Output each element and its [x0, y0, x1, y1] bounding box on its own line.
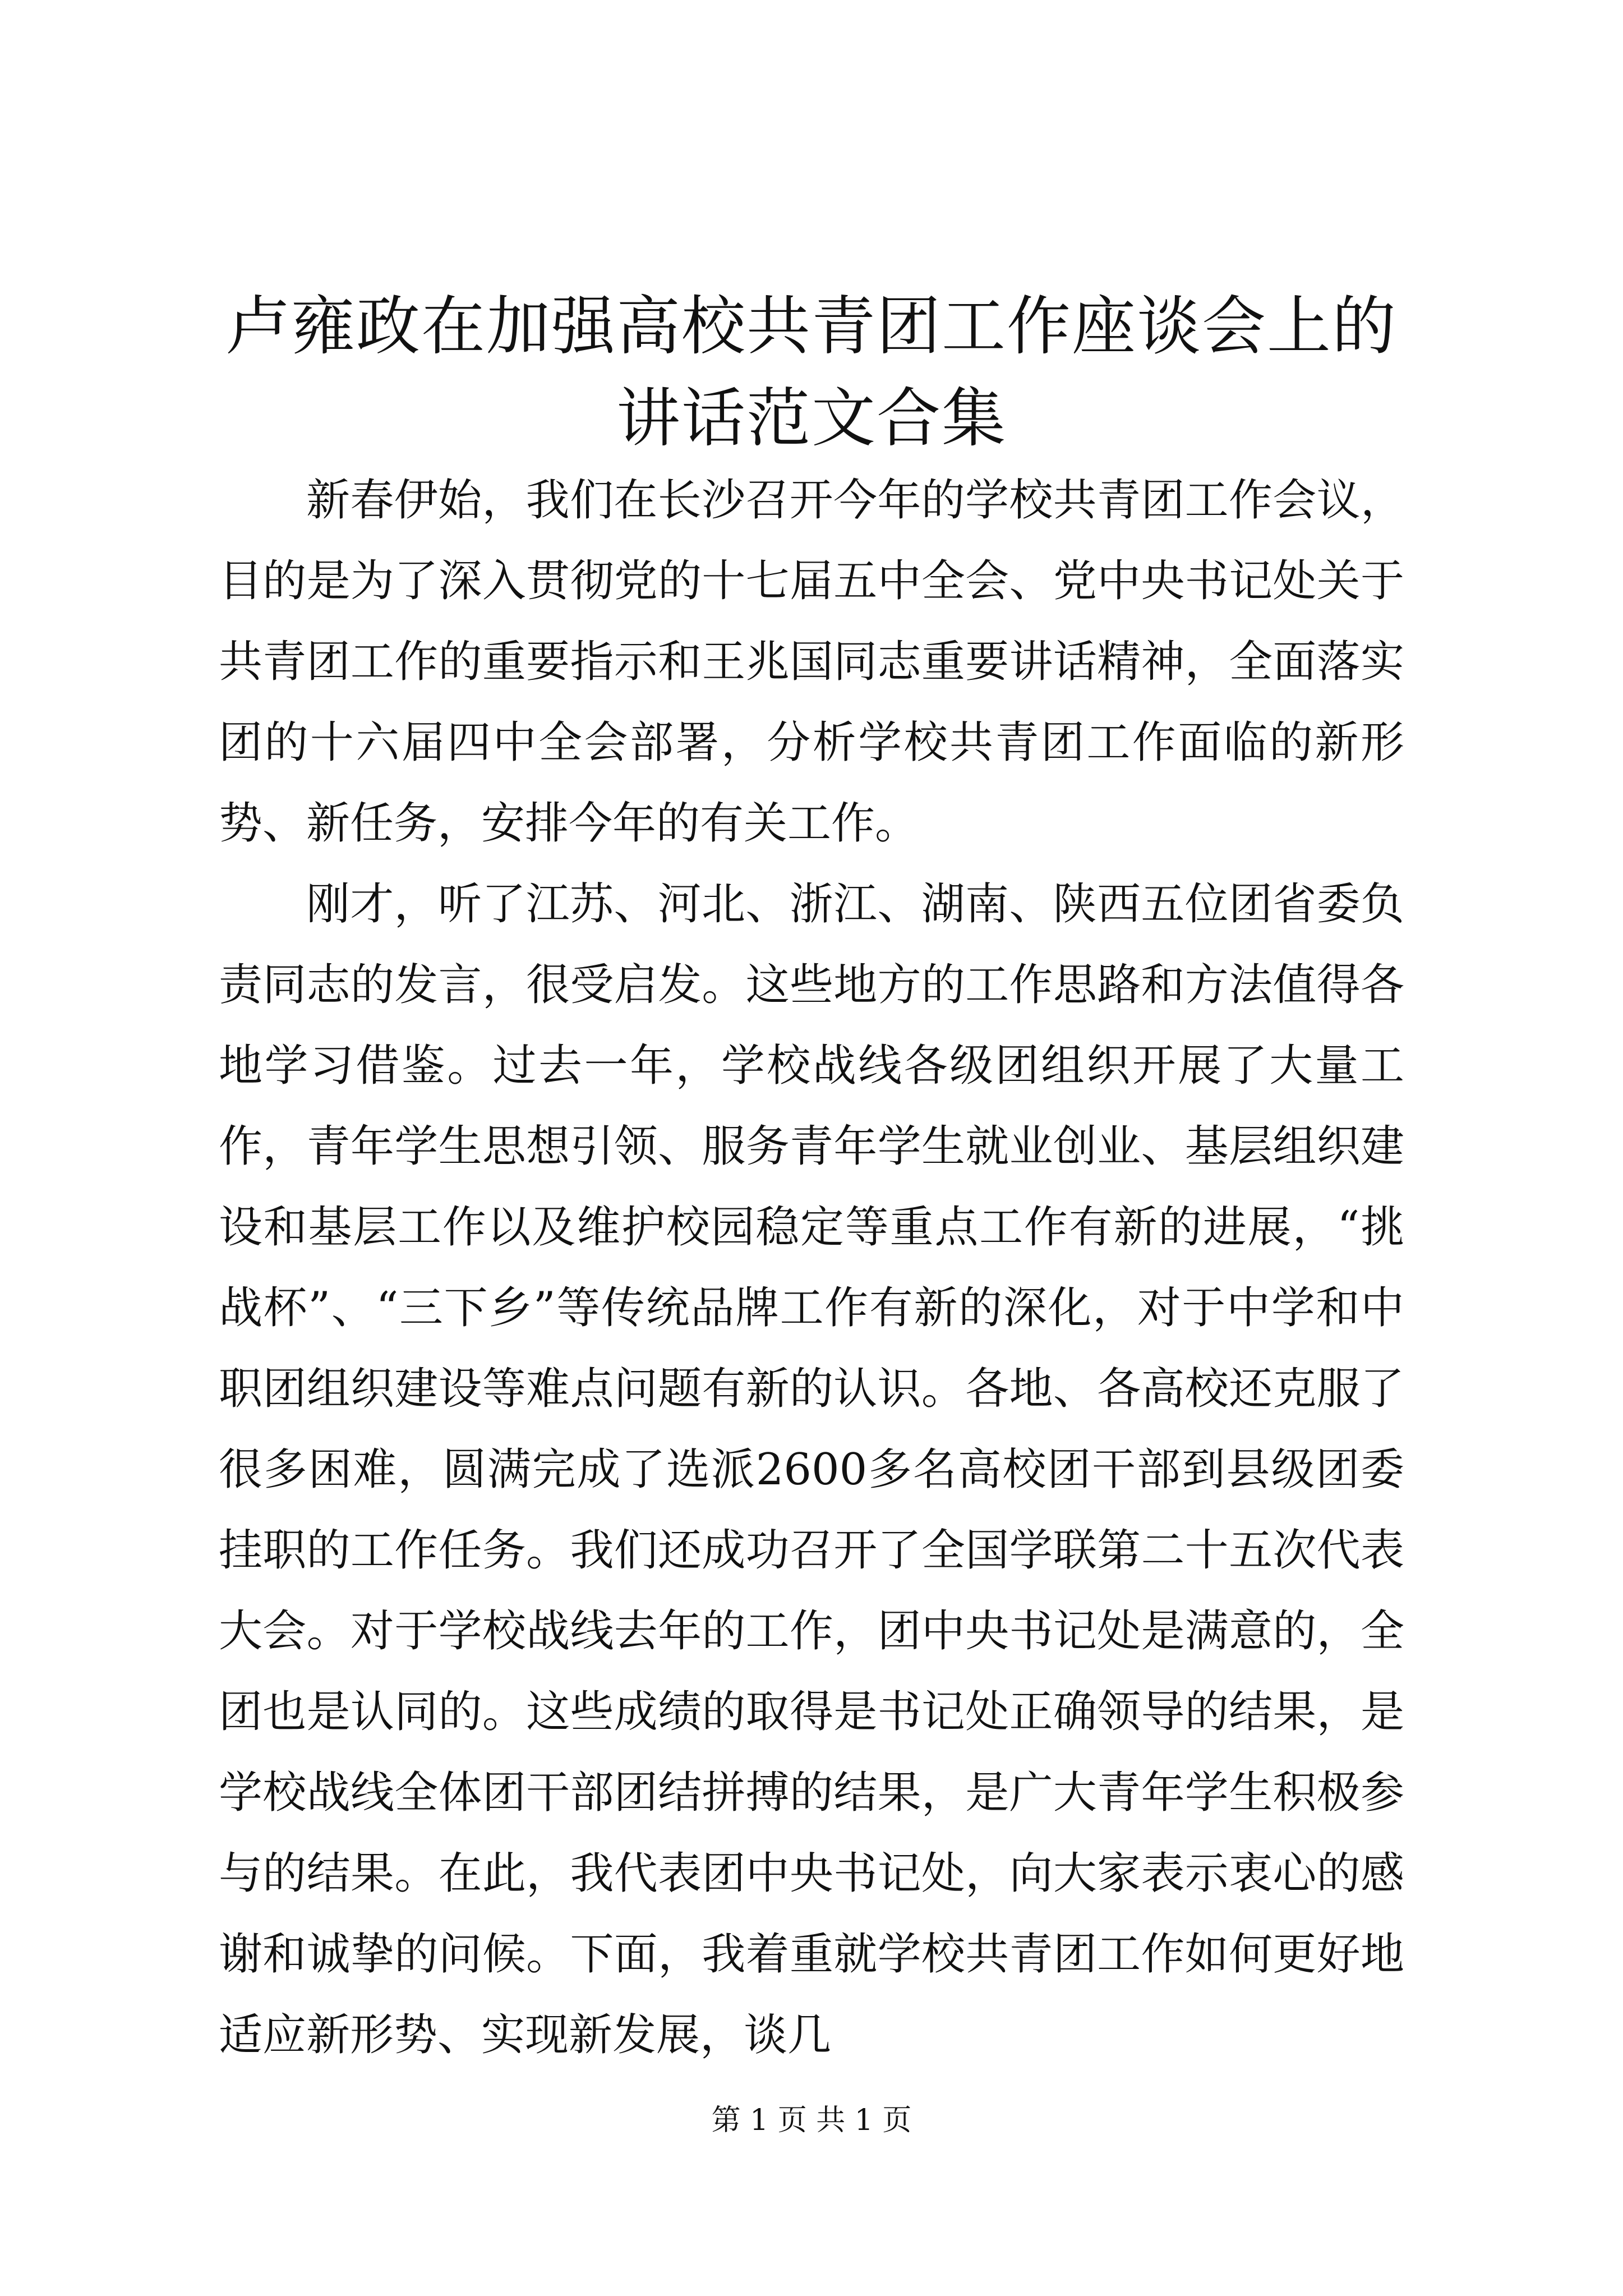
page-footer: 第 1 页 共 1 页 — [711, 2104, 912, 2137]
paragraph: 新春伊始，我们在长沙召开今年的学校共青团工作会议，目的是为了深入贯彻党的十七届五中全会、党中央书记处关于共青团工作的重要指示和王兆国同志重要讲话精神，全面落实团的十六届四中全会部署，分析学校共青团工作面临的新形势、新任务，安排今年的有关工作。 — [219, 475, 1404, 849]
paragraph: 刚才，听了江苏、河北、浙江、湖南、陕西五位团省委负责同志的发言，很受启发。这些地方的工作思路和方法值得各地学习借鉴。过去一年，学校战线各级团组织开展了大量工作，青年学生思想引领、服务青年学生就业创业、基层组织建设和基层工作以及维护校园稳定等重点工作有新的进展，“挑战杯”、“三下乡”等传统品牌工作有新的深化，对于中学和中职团组织建设等难点问题有新的认识。各地、各高校还克服了很多困难，圆满完成了选派2600多名高校团干部到县级团委挂职的工作任务。我们还成功召开了全国学联第二十五次代表大会。对于学校战线去年的工作，团中央书记处是满意的，全团也是认同的。这些成绩的取得是书记处正确领导的结果，是学校战线全体团干部团结拼搏的结果，是广大青年学生积极参与的结果。在此，我代表团中央书记处，向大家表示衷心的感谢和诚挚的问候。下面，我着重就学校共青团工作如何更好地适应新形势、实现新发展，谈几 — [219, 879, 1404, 2060]
document-body — [219, 460, 1404, 2076]
document-title: 卢雍政在加强高校共青团工作座谈会上的讲话范文合集 — [225, 289, 1397, 455]
